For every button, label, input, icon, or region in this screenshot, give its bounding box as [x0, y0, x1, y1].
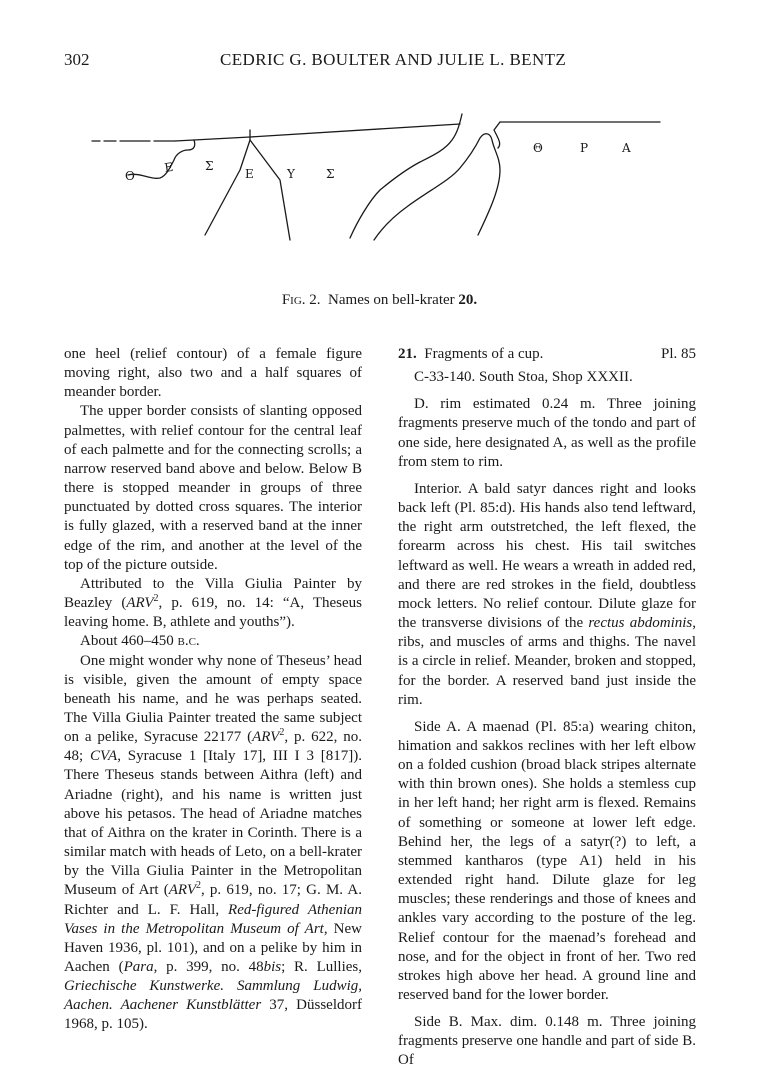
letter-theta: Θ: [533, 141, 543, 155]
caption-text: Names on bell-krater: [328, 292, 455, 308]
inventory-line: C-33-140. South Stoa, Shop XXXII.: [414, 369, 633, 386]
fragment-edge-3: [250, 140, 290, 240]
dimensions-paragraph: D. rim estimated 0.24 m. Three joining fragments preserve much of the tondo and part of one side, here designated A, as well as the profile from stem to rim.: [398, 396, 696, 470]
entry-title: Fragments of a cup.: [424, 346, 544, 362]
letter-o: O: [125, 169, 135, 183]
figure-2-drawing: [0, 110, 759, 300]
figure-caption: [0, 292, 759, 309]
letter-a: A: [622, 141, 631, 155]
fragment-edge-4: [350, 114, 462, 238]
paragraph: one heel (relief contour) of a female figure moving right, also two and a half squares of meander border.: [64, 346, 362, 401]
entry-number: 21.: [398, 346, 417, 362]
page-number: 302: [64, 50, 90, 69]
letter-e2: E: [245, 167, 254, 181]
fragment-edge-6: [494, 122, 500, 148]
caption-label: Fig. 2.: [281, 292, 321, 308]
side-a-paragraph: Side A. A maenad (Pl. 85:a) wearing chiton, himation and sakkos reclines with her left elbow on a folded cushion (broad black stripes alternate with thin brown ones). She holds a stemless cup in her left hand; her right arm is flexed. Remains of something or someone at lower left edge. Behind her, the legs of a satyr(?) to left, a stemmed kantharos (type A1) held in his extended right hand. Dilute glaze for leg muscles; these renderings and those of knees and ankles vary according to the posture of the leg. Relief contour for the maenad’s forehead and nose, and for the object in front of her. Two red strokes high above her head. A ground line and reserved band for the lower border.: [398, 718, 696, 1003]
letter-y: Y: [287, 167, 295, 181]
page-header: [0, 50, 759, 74]
attribution-paragraph: Attributed to the Villa Giulia Painter by Beazley (ARV$^2$, p. 619, no. 14: “A, Theseus leaving home. B, athlete and youths”).: [64, 575, 362, 631]
discussion-paragraph: One might wonder why none of Theseus’ head is visible, given the amount of empty space beneath his name, and he was perhaps seated. The Villa Giulia Painter treated the same subject on a pelike, Syracuse 22177 (ARV$^2$, p. 622, no. 48; CVA, Syracuse 1 [Italy 17], III I 3 [817]). There Theseus stands between Aithra (left) and Ariadne (right), and his name is written just above his petasos. The head of Ariadne matches that of Aithra on the krater in Corinth. There is a similar match with heads of Leto, on a bell-krater by the Villa Giulia Painter in the Metropolitan Museum of Art (ARV$^2$, p. 619, no. 17; G. M. A. Richter and L. F. Hall, Red-figured Athenian Vases in the Metropolitan Museum of Art, New Haven 1936, pl. 101), and on a pelike by him in Aachen (Para, p. 399, no. 48bis; R. Lullies, Griechische Kunstwerke. Sammlung Ludwig, Aachen. Aachener Kunstblätter 37, Düsseldorf 1968, p. 105).: [64, 652, 363, 1033]
right-column: [398, 345, 696, 1071]
rim-line-center: [250, 124, 460, 137]
plate-reference: Pl. 85: [660, 346, 696, 362]
running-head: CEDRIC G. BOULTER AND JULIE L. BENTZ: [220, 50, 567, 69]
catalogue-entry-heading: [398, 345, 696, 364]
side-b-paragraph: Side B. Max. dim. 0.148 m. Three joining fragments preserve one handle and part of side B. Of: [398, 1014, 696, 1069]
date-paragraph: About 460–450 b.c.: [80, 633, 200, 650]
rim-line-left: [175, 137, 250, 141]
letter-p: P: [580, 141, 589, 155]
fragment-edge-5: [374, 134, 500, 240]
letter-s: Σ: [205, 159, 214, 173]
interior-paragraph: Interior. A bald satyr dances right and looks back left (Pl. 85:d). His hands also tend leftward, the right arm outstretched, the left flexed, the forearm across his chest. His tail switches leftward as well. He wears a wreath in added red, and there are red strokes in the field, doubtless mock letters. No relief contour. Dilute glaze for the transverse divisions of the rectus abdominis, ribs, and muscles of arms and thighs. The navel is a circle in relief. Meander, broken and stopped, for the border. A reserved band just inside the rim.: [398, 480, 696, 708]
fragment-edge-2: [205, 130, 250, 235]
fragment-edge-1: [128, 140, 195, 178]
paragraph: The upper border consists of slanting opposed palmettes, with relief contour for the central leaf of each palmette and for the connecting scrolls; a narrow reserved band above and below. Below B there is stopped meander in groups of three punctuated by dotted cross squares. The interior is fully glazed, with a reserved band at the inner edge of the rim, and another at the level of the top of the picture outside.: [64, 403, 362, 573]
inscription-drawing: [0, 110, 759, 300]
letter-s2: Σ: [326, 167, 335, 181]
letter-e: E: [163, 159, 175, 175]
caption-number: 20.: [458, 292, 478, 308]
left-column: [64, 345, 362, 1035]
